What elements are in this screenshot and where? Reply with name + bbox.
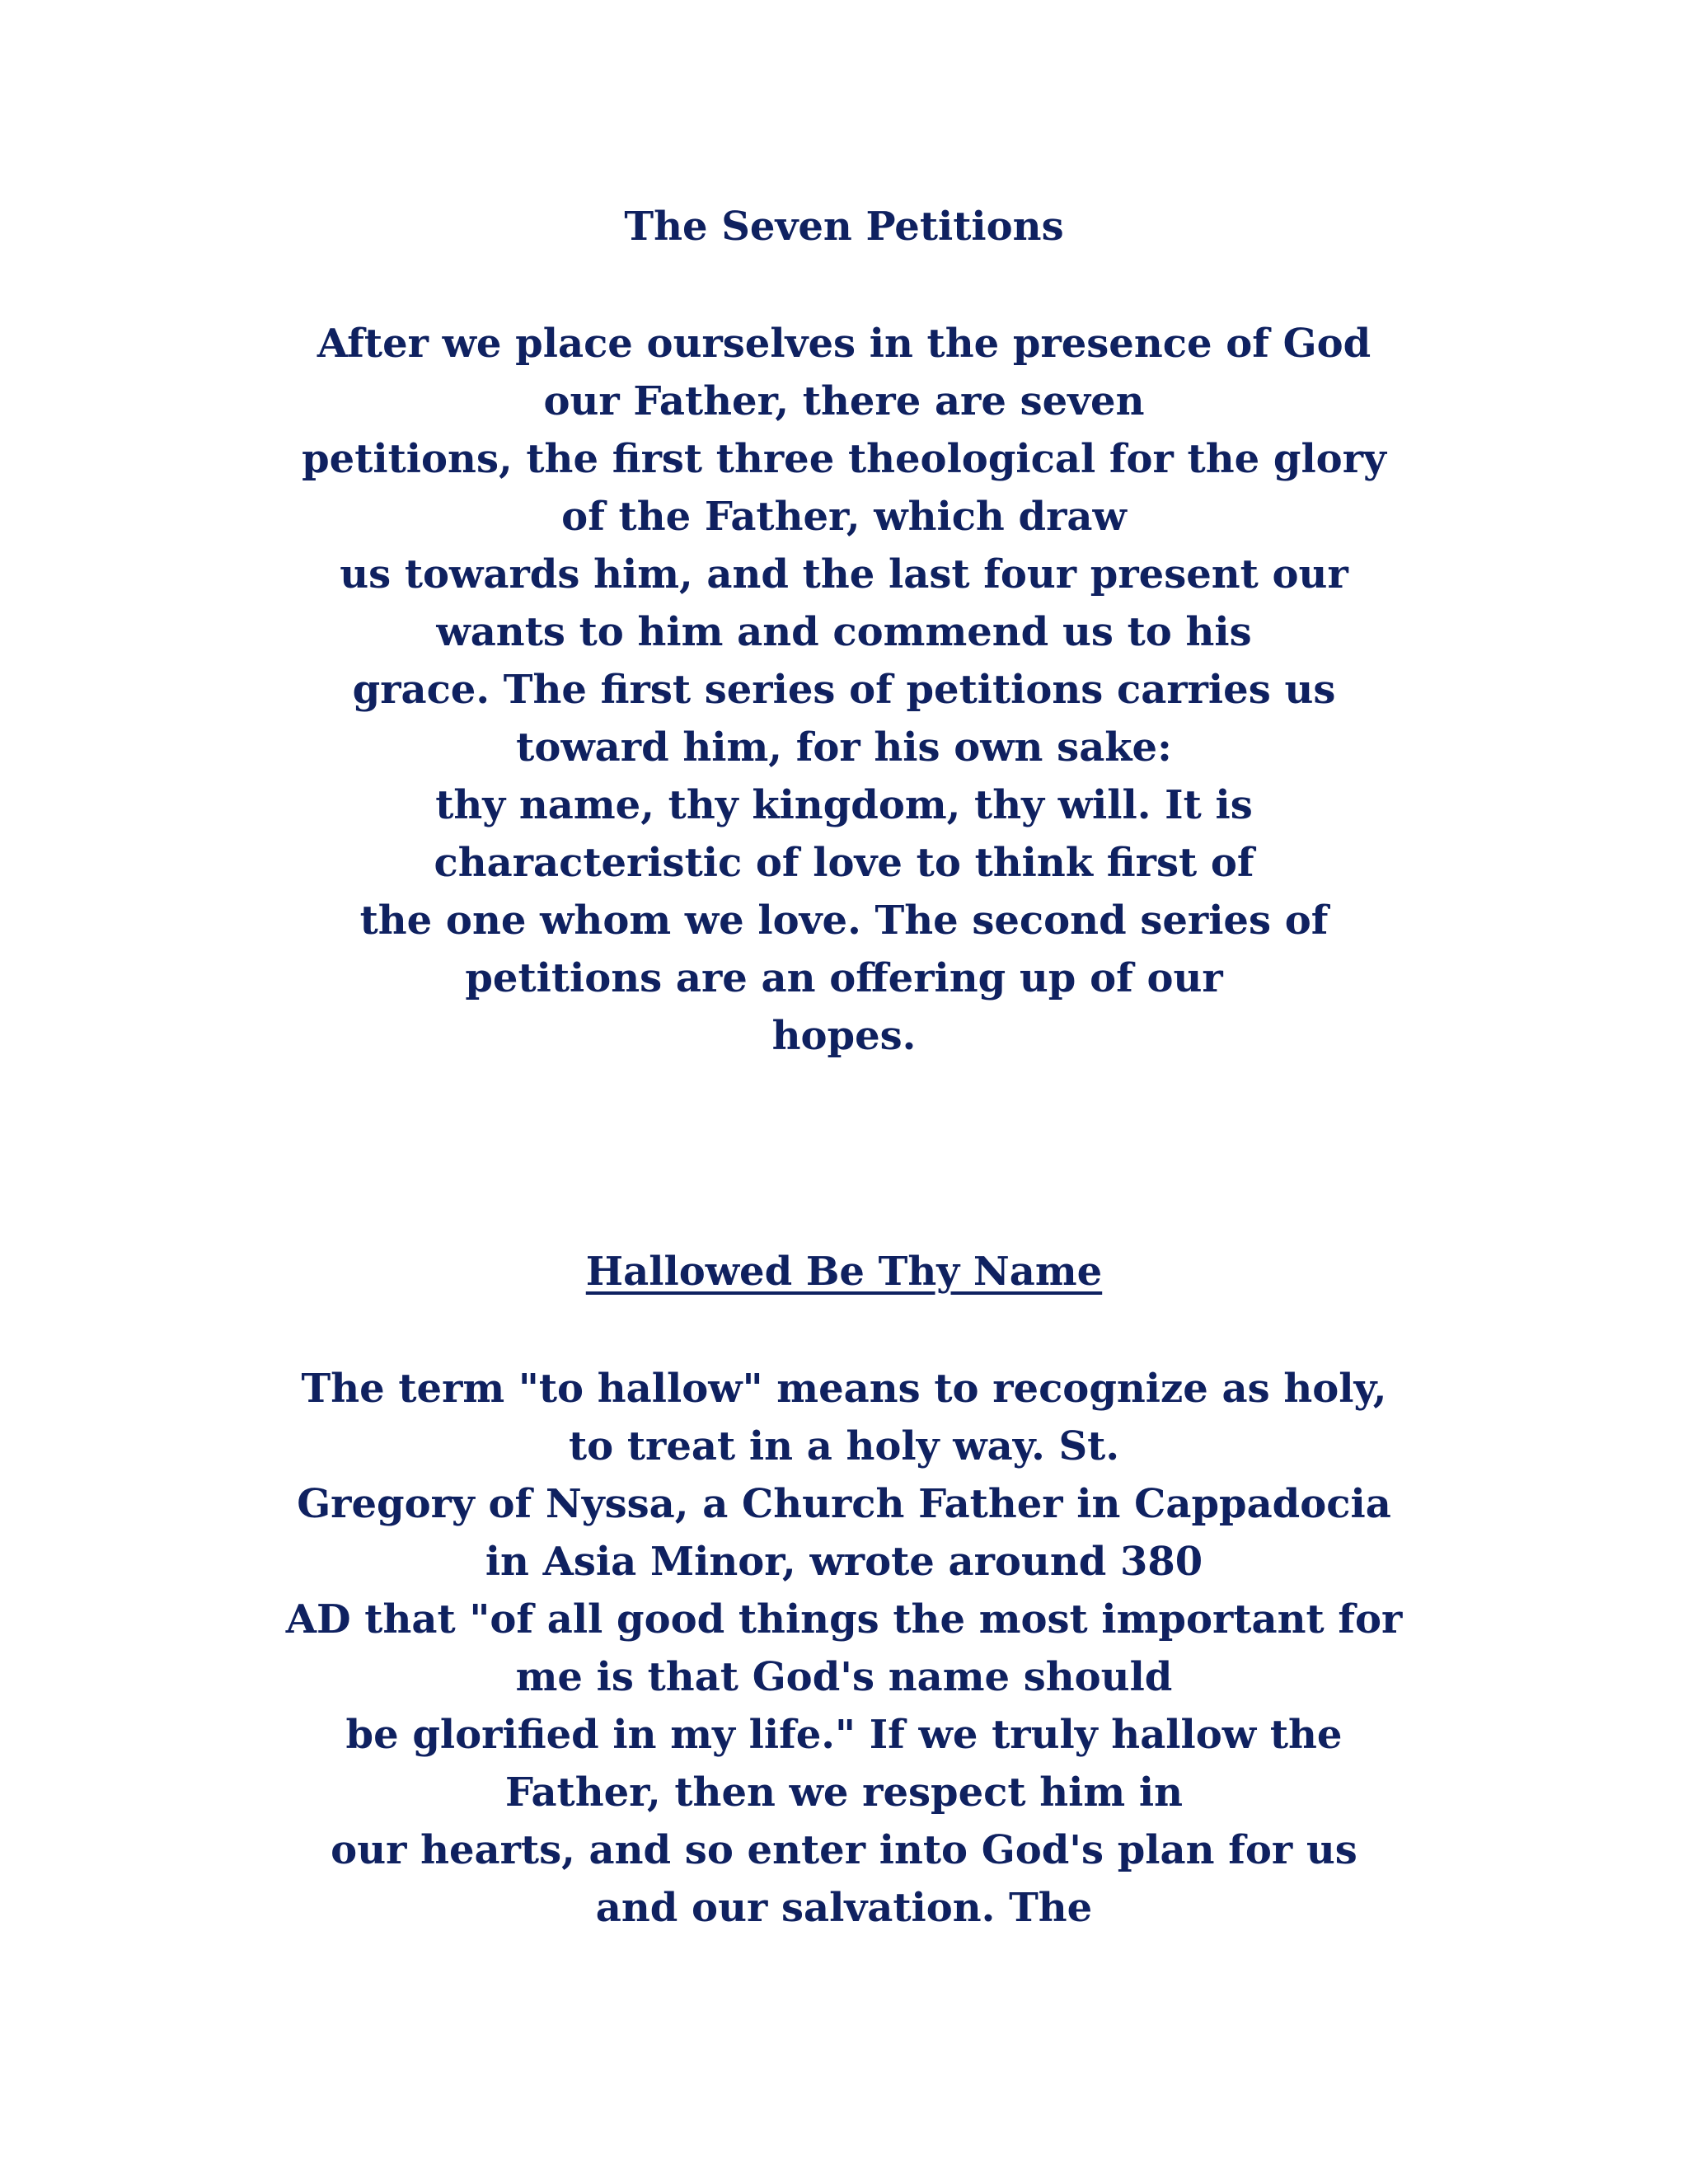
paragraph-line: The term "to hallow" means to recognize as holy, <box>301 1366 1387 1412</box>
page-title: The Seven Petitions <box>624 204 1064 250</box>
paragraph-line: be glorified in my life." If we truly hallow the <box>345 1712 1343 1758</box>
paragraph-line: petitions are an offering up of our <box>465 955 1223 1001</box>
paragraph-line: our Father, there are seven <box>543 378 1145 424</box>
section-heading: Hallowed Be Thy Name <box>585 1249 1103 1295</box>
paragraph-line: our hearts, and so enter into God's plan for us <box>331 1827 1357 1873</box>
paragraph-line: in Asia Minor, wrote around 380 <box>485 1539 1203 1585</box>
paragraph-line: toward him, for his own sake: <box>516 724 1172 771</box>
paragraph-line: Father, then we respect him in <box>505 1769 1183 1816</box>
section-paragraph <box>0 1360 1688 1937</box>
paragraph-line: the one whom we love. The second series of <box>359 898 1329 944</box>
paragraph-line: grace. The first series of petitions carries us <box>352 667 1336 713</box>
paragraph-line: hopes. <box>771 1013 917 1059</box>
paragraph-line: wants to him and commend us to his <box>436 609 1252 655</box>
paragraph-line: me is that God's name should <box>515 1654 1173 1700</box>
paragraph-line: to treat in a holy way. St. <box>568 1423 1120 1469</box>
paragraph-line: petitions, the first three theological for the glory <box>302 436 1386 482</box>
paragraph-line: thy name, thy kingdom, thy will. It is <box>435 782 1253 828</box>
paragraph-line: characteristic of love to think first of <box>434 840 1254 886</box>
paragraph-line: AD that "of all good things the most important for <box>285 1596 1403 1643</box>
paragraph-line: and our salvation. The <box>595 1885 1093 1931</box>
intro-paragraph <box>0 315 1688 1065</box>
paragraph-line: of the Father, which draw <box>561 494 1127 540</box>
paragraph-line: After we place ourselves in the presence of God <box>316 321 1372 367</box>
paragraph-line: us towards him, and the last four present our <box>340 551 1348 598</box>
paragraph-line: Gregory of Nyssa, a Church Father in Cappadocia <box>297 1481 1391 1527</box>
